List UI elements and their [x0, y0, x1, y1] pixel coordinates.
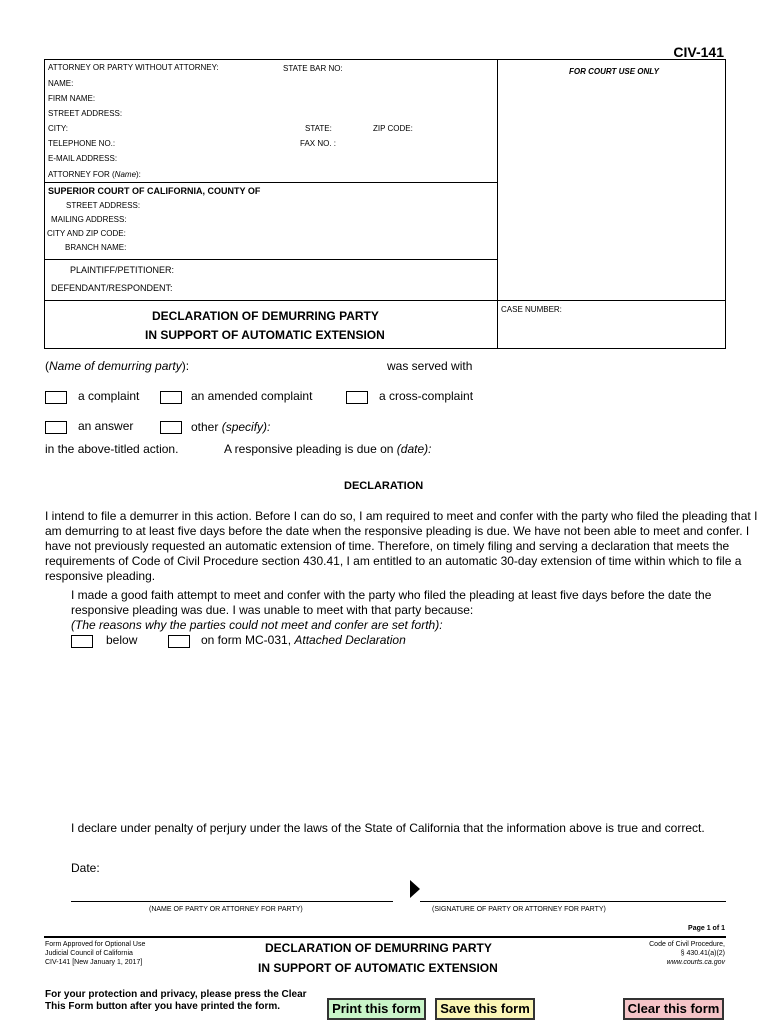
defendant-label[interactable]: DEFENDANT/RESPONDENT:: [51, 283, 173, 293]
name-label[interactable]: NAME:: [48, 79, 74, 88]
other-label: [191, 420, 270, 434]
name-caption: (NAME OF PARTY OR ATTORNEY FOR PARTY): [149, 906, 303, 913]
email-label[interactable]: E-MAIL ADDRESS:: [48, 154, 118, 163]
court-use-label: FOR COURT USE ONLY: [569, 67, 659, 76]
mc031-prefix: on form MC-031,: [201, 633, 292, 647]
para1-line: I intend to file a demurrer in this action. Before I can do so, I am required to meet and confer with the party who filed the pleading that I: [45, 509, 758, 523]
court-use-divider: [497, 59, 498, 349]
court-street-label[interactable]: STREET ADDRESS:: [66, 201, 141, 210]
code-line-2: § 430.41(a)(2): [680, 950, 725, 957]
para1-line: responsive pleading.: [45, 569, 156, 583]
paren-open: (: [45, 359, 49, 373]
divider-parties: [44, 300, 726, 301]
attorney-for-suffix: ):: [136, 170, 141, 179]
amended-complaint-label: an amended complaint: [191, 389, 313, 403]
street-address-label[interactable]: STREET ADDRESS:: [48, 109, 123, 118]
declaration-paragraph-2: [71, 588, 711, 633]
demurring-party-label[interactable]: [45, 359, 189, 373]
court-mailing-label[interactable]: MAILING ADDRESS:: [51, 215, 127, 224]
mc031-checkbox[interactable]: [168, 635, 190, 648]
other-checkbox[interactable]: [160, 421, 182, 434]
complaint-checkbox[interactable]: [45, 391, 67, 404]
footer-title-1: DECLARATION OF DEMURRING PARTY: [265, 941, 492, 955]
declaration-paragraph-1: [45, 509, 757, 584]
was-served-label: was served with: [387, 359, 473, 373]
revision-line: CIV-141 [New January 1, 2017]: [45, 959, 143, 966]
privacy-notice: [45, 989, 307, 1013]
privacy-line-1: For your protection and privacy, please press the Clear: [45, 989, 307, 1000]
below-checkbox[interactable]: [71, 635, 93, 648]
reasons-line: (The reasons why the parties could not meet and confer are set forth):: [71, 618, 443, 632]
mc031-label: [201, 633, 406, 647]
cross-complaint-checkbox[interactable]: [346, 391, 368, 404]
clear-button[interactable]: Clear this form: [623, 998, 724, 1020]
code-line-1: Code of Civil Procedure,: [649, 941, 725, 948]
signature-arrow-icon: [410, 880, 420, 898]
doc-title-line2: IN SUPPORT OF AUTOMATIC EXTENSION: [145, 328, 385, 342]
telephone-label[interactable]: TELEPHONE NO.:: [48, 139, 116, 148]
para1-line: am demurring to at least five days before the date when the responsive pleading is due. We have not been able to meet and confer. I: [45, 524, 750, 538]
responsive-due-label[interactable]: [224, 442, 431, 456]
court-branch-label[interactable]: BRANCH NAME:: [65, 243, 127, 252]
approval-block: [45, 940, 145, 967]
answer-label: an answer: [78, 419, 134, 433]
demurring-party-name: Name of demurring party: [49, 359, 182, 373]
council-line: Judicial Council of California: [45, 950, 133, 957]
complaint-label: a complaint: [78, 389, 140, 403]
declaration-heading: DECLARATION: [344, 480, 424, 492]
attorney-label: ATTORNEY OR PARTY WITHOUT ATTORNEY:: [48, 63, 219, 72]
fax-label[interactable]: FAX NO. :: [300, 139, 337, 148]
court-city-zip-label[interactable]: CITY AND ZIP CODE:: [47, 229, 126, 238]
state-bar-label: STATE BAR NO:: [283, 64, 343, 73]
amended-complaint-checkbox[interactable]: [160, 391, 182, 404]
state-label[interactable]: STATE:: [305, 124, 332, 133]
page-number: Page 1 of 1: [688, 925, 725, 932]
below-label: below: [106, 633, 138, 647]
court-title: SUPERIOR COURT OF CALIFORNIA, COUNTY OF: [48, 186, 261, 196]
save-button[interactable]: Save this form: [435, 998, 535, 1020]
attorney-for-label[interactable]: [48, 170, 141, 179]
paren-close: ):: [181, 359, 190, 373]
footer-rule: [44, 936, 726, 938]
para1-line: have not previously requested an automatic extension of time. Therefore, on timely filing and serving a declaration that meets the: [45, 539, 730, 553]
other-specify: (specify):: [221, 420, 271, 434]
cross-complaint-label: a cross-complaint: [379, 389, 474, 403]
due-date-label: (date):: [396, 442, 432, 456]
city-label[interactable]: CITY:: [48, 124, 69, 133]
para1-line: requirements of Code of Civil Procedure section 430.41, I am entitled to an automatic 30-day extension of time within which to file a: [45, 554, 742, 568]
perjury-statement: I declare under penalty of perjury under the laws of the State of California that the information above is true and correct.: [71, 821, 705, 835]
due-text: A responsive pleading is due on: [224, 442, 394, 456]
firm-name-label[interactable]: FIRM NAME:: [48, 94, 96, 103]
plaintiff-label[interactable]: PLAINTIFF/PETITIONER:: [70, 265, 175, 275]
above-titled-label: in the above-titled action.: [45, 442, 179, 456]
answer-checkbox[interactable]: [45, 421, 67, 434]
other-text: other: [191, 420, 219, 434]
attorney-for-prefix: ATTORNEY FOR (: [48, 170, 115, 179]
divider-court: [44, 259, 497, 260]
para2-line: I made a good faith attempt to meet and confer with the party who filed the pleading at least five days before the date the: [71, 588, 712, 602]
approved-line: Form Approved for Optional Use: [45, 941, 146, 948]
privacy-line-2: This Form button after you have printed the form.: [45, 1001, 281, 1012]
mc031-italic: Attached Declaration: [294, 633, 406, 647]
form-id: CIV-141: [673, 44, 724, 60]
attorney-for-name: Name: [114, 170, 137, 179]
code-block: [649, 940, 725, 967]
divider-attorney: [44, 182, 497, 183]
date-label[interactable]: Date:: [71, 861, 100, 875]
doc-title-line1: DECLARATION OF DEMURRING PARTY: [152, 309, 379, 323]
website-line: www.courts.ca.gov: [666, 959, 725, 966]
print-button[interactable]: Print this form: [327, 998, 426, 1020]
caption-box: [44, 59, 726, 349]
signature-caption: (SIGNATURE OF PARTY OR ATTORNEY FOR PARTY): [432, 906, 606, 913]
signature-line: [420, 901, 726, 902]
para2-line: responsive pleading was due. I was unable to meet with that party because:: [71, 603, 474, 617]
footer-title-2: IN SUPPORT OF AUTOMATIC EXTENSION: [258, 961, 498, 975]
zip-label[interactable]: ZIP CODE:: [373, 124, 413, 133]
name-signature-line: [71, 901, 393, 902]
case-number-label[interactable]: CASE NUMBER:: [501, 305, 562, 314]
